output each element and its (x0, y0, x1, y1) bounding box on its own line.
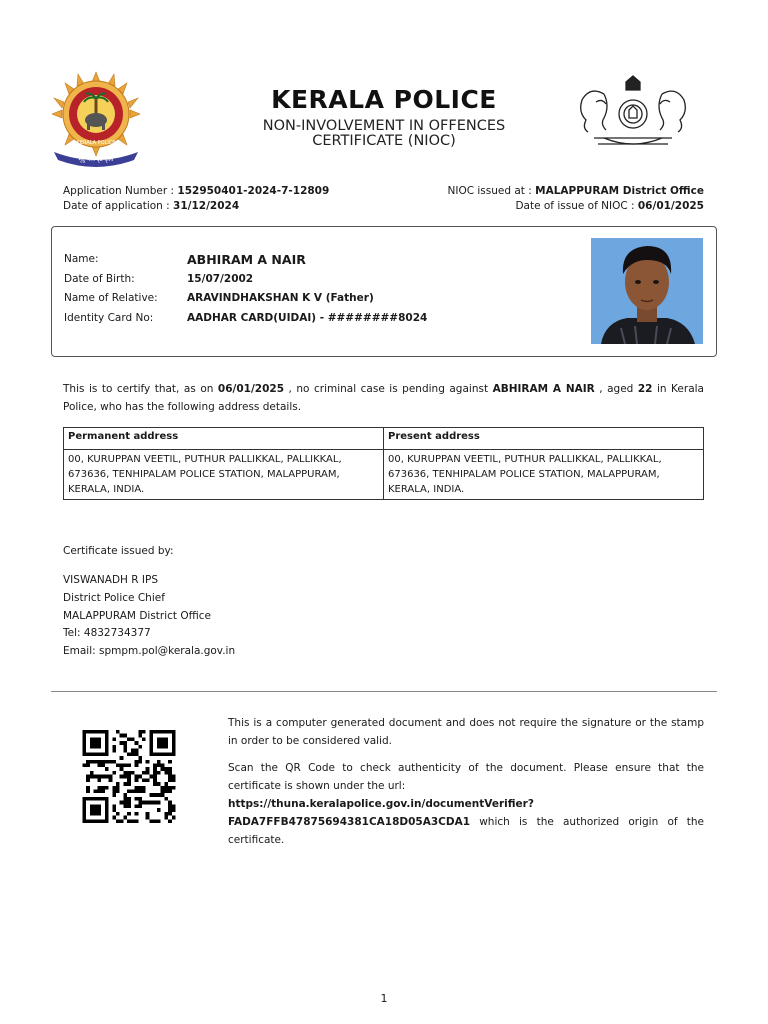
issued-at-row (448, 184, 705, 199)
verifier-url-line-1[interactable]: https://thuna.keralapolice.gov.in/documentVerifier? (228, 798, 534, 810)
issued-at: MALAPPURAM District Office (535, 185, 704, 197)
cert-date: 06/01/2025 (217, 383, 285, 395)
id-card-label: Identity Card No: (64, 312, 154, 324)
person-relative: ARAVINDHAKSHAN K V (Father) (187, 292, 374, 304)
page-number: 1 (380, 992, 388, 1005)
application-date: 31/12/2024 (173, 200, 240, 212)
emblem-motto: मृदु भावे दृढ कृत्ये (78, 157, 114, 163)
person-name: ABHIRAM A NAIR (187, 252, 306, 267)
emblem-ring-text: KERALA POLICE (76, 140, 116, 146)
address-header-row (64, 428, 704, 450)
page-title: KERALA POLICE (271, 85, 497, 114)
person-id-card: AADHAR CARD(UIDAI) - ########8024 (187, 312, 428, 324)
application-date-row (63, 199, 329, 214)
issued-at-label: NIOC issued at : (447, 185, 536, 197)
cert-name: ABHIRAM A NAIR (492, 383, 595, 395)
name-label: Name: (64, 253, 99, 265)
cert-part-3: , aged (594, 383, 638, 395)
issuer-office: MALAPPURAM District Office (63, 609, 212, 622)
cert-part-2: , no criminal case is pending against (284, 383, 493, 395)
issue-date-row (448, 199, 705, 214)
application-info (63, 184, 329, 214)
certification-statement (63, 380, 704, 416)
scan-text: Scan the QR Code to check authenticity of the document. Please ensure that the certificate is shown under the url: (228, 762, 704, 792)
issued-by-label: Certificate issued by: (63, 545, 174, 557)
application-number-row (63, 184, 329, 199)
issue-info (448, 184, 705, 214)
cert-part-4: in Kerala Police, who has the following address details. (63, 383, 704, 413)
verification-qr-code[interactable] (79, 730, 179, 823)
issuer-details (63, 572, 235, 661)
computer-generated-note: This is a computer generated document and does not require the signature or the stamp in order to be considered valid. (228, 717, 704, 747)
issuer-email: Email: spmpm.pol@kerala.gov.in (63, 645, 236, 658)
permanent-address-header: Permanent address (64, 428, 384, 450)
cert-age: 22 (637, 383, 653, 395)
present-address-header: Present address (384, 428, 704, 450)
person-dob: 15/07/2002 (187, 273, 254, 285)
verifier-url-line-2[interactable]: FADA7FFB47875694381CA18D05A3CDA1 (228, 816, 471, 828)
application-number-label: Application Number : (63, 185, 178, 197)
application-date-label: Date of application : (63, 200, 174, 212)
issue-date: 06/01/2025 (637, 200, 704, 212)
qr-scan-instructions (228, 759, 704, 849)
cert-part-1: This is to certify that, as on (63, 383, 218, 395)
permanent-address: 00, KURUPPAN VEETIL, PUTHUR PALLIKKAL, PALLIKKAL, 673636, TENHIPALAM POLICE STATION, MALAPPURAM, KERALA, INDIA. (64, 450, 384, 500)
issuer-name: VISWANADH R IPS (63, 574, 159, 586)
relative-label: Name of Relative: (64, 292, 158, 304)
address-table (63, 427, 704, 500)
dob-label: Date of Birth: (64, 273, 135, 285)
section-divider (51, 691, 717, 692)
subtitle-line-1: NON-INVOLVEMENT IN OFFENCES (262, 118, 506, 134)
applicant-photo (591, 238, 703, 344)
footer-notes (228, 714, 704, 849)
issue-date-label: Date of issue of NIOC : (515, 200, 638, 212)
application-number: 152950401-2024-7-12809 (177, 185, 330, 197)
issuer-designation: District Police Chief (63, 591, 165, 604)
url-suffix: which is the authorized origin of the certificate. (228, 816, 704, 846)
issuer-tel: Tel: 4832734377 (63, 627, 151, 640)
subtitle-line-2: CERTIFICATE (NIOC) (312, 133, 456, 149)
present-address: 00, KURUPPAN VEETIL, PUTHUR PALLIKKAL, PALLIKKAL, 673636, TENHIPALAM POLICE STATION, MALAPPURAM, KERALA, INDIA. (384, 450, 704, 500)
address-row (64, 450, 704, 500)
certificate-subtitle (200, 119, 568, 149)
